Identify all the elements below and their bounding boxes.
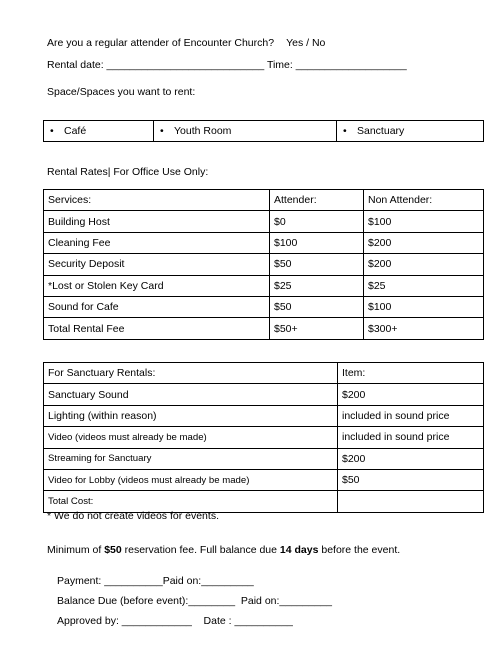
payment-line [57,575,254,587]
space-label: Café [64,125,87,138]
no-videos-note: * We do not create videos for events. [47,510,219,522]
attender-price-cell: $100 [270,232,364,253]
sanctuary-price-cell: included in sound price [338,427,484,448]
minimum-fee-line [47,544,400,556]
spaces-table [43,120,484,142]
approved-line [57,615,293,627]
rental-date-field[interactable]: ___________________________ [106,59,265,71]
attender-question-line [47,37,325,49]
sanctuary-item-cell: Sanctuary Sound [44,384,338,405]
total-cost-label: Total Cost: [44,491,338,512]
sanctuary-item-cell: Lighting (within reason) [44,405,338,426]
date-label: Date : [191,615,235,627]
sanctuary-price-cell: included in sound price [338,405,484,426]
time-label: Time: [264,59,296,71]
sanctuary-price-cell: $50 [338,469,484,490]
service-cell: Building Host [44,211,270,232]
attender-price-cell: $50+ [270,318,364,339]
time-field[interactable]: ___________________ [295,59,407,71]
space-label: Youth Room [174,125,232,138]
sanctuary-item-cell: Video for Lobby (videos must already be made) [44,469,338,490]
spaces-row [44,121,484,142]
sanctuary-item-cell: Streaming for Sanctuary [44,448,338,469]
minimum-amount: $50 [104,544,122,556]
column-header: For Sanctuary Rentals: [44,363,338,384]
rental-date-label: Rental date: [47,59,107,71]
column-header: Non Attender: [364,190,484,211]
non-attender-price-cell: $200 [364,254,484,275]
non-attender-price-cell: $25 [364,275,484,296]
payment-label: Payment: [57,575,105,587]
paid-on-label: Paid on: [235,595,280,607]
table-row [44,254,484,275]
attender-price-cell: $25 [270,275,364,296]
table-row [44,211,484,232]
bullet-icon: • [343,125,347,138]
date-field[interactable]: __________ [234,615,293,627]
sanctuary-item-cell: Video (videos must already be made) [44,427,338,448]
paid-on-label: Paid on: [162,575,202,587]
non-attender-price-cell: $100 [364,296,484,317]
rates-table [43,189,484,340]
table-row [44,448,484,469]
table-row [44,469,484,490]
service-cell: Sound for Cafe [44,296,270,317]
balance-label: Balance Due (before event): [57,595,189,607]
table-row [44,427,484,448]
bullet-icon: • [50,125,54,138]
attender-price-cell: $50 [270,254,364,275]
rates-header-row [44,190,484,211]
non-attender-price-cell: $200 [364,232,484,253]
rates-title: Rental Rates| For Office Use Only: [47,166,209,178]
non-attender-price-cell: $100 [364,211,484,232]
balance-line [57,595,332,607]
total-cost-field[interactable] [338,491,484,512]
sanctuary-price-cell: $200 [338,384,484,405]
service-cell: Cleaning Fee [44,232,270,253]
table-row [44,318,484,339]
table-row [44,384,484,405]
payment-field[interactable]: __________ [104,575,163,587]
attender-price-cell: $0 [270,211,364,232]
attender-question: Are you a regular attender of Encounter Church? [47,37,275,49]
attender-options[interactable]: Yes / No [286,37,326,49]
column-header: Attender: [270,190,364,211]
approved-by-field[interactable]: ____________ [121,615,192,627]
table-row [44,275,484,296]
attender-price-cell: $50 [270,296,364,317]
space-option-cafe[interactable] [44,121,154,142]
sanctuary-table [43,362,484,513]
sanctuary-price-cell: $200 [338,448,484,469]
minimum-text: before the event. [318,544,401,556]
balance-field[interactable]: ________ [188,595,236,607]
bullet-icon: • [160,125,164,138]
table-row [44,405,484,426]
space-label: Sanctuary [357,125,405,138]
minimum-text: Minimum of [47,544,105,556]
table-row [44,296,484,317]
service-cell: Total Rental Fee [44,318,270,339]
paid-on-field[interactable]: _________ [201,575,254,587]
column-header: Item: [338,363,484,384]
service-cell: Security Deposit [44,254,270,275]
paid-on-field[interactable]: _________ [279,595,332,607]
space-option-youth-room[interactable] [154,121,337,142]
column-header: Services: [44,190,270,211]
table-row [44,232,484,253]
rental-date-line [47,59,407,71]
service-cell: *Lost or Stolen Key Card [44,275,270,296]
non-attender-price-cell: $300+ [364,318,484,339]
minimum-text: reservation fee. Full balance due [121,544,280,556]
sanctuary-header-row [44,363,484,384]
minimum-days: 14 days [279,544,319,556]
approved-by-label: Approved by: [57,615,122,627]
spaces-label: Space/Spaces you want to rent: [47,86,196,98]
space-option-sanctuary[interactable] [337,121,484,142]
